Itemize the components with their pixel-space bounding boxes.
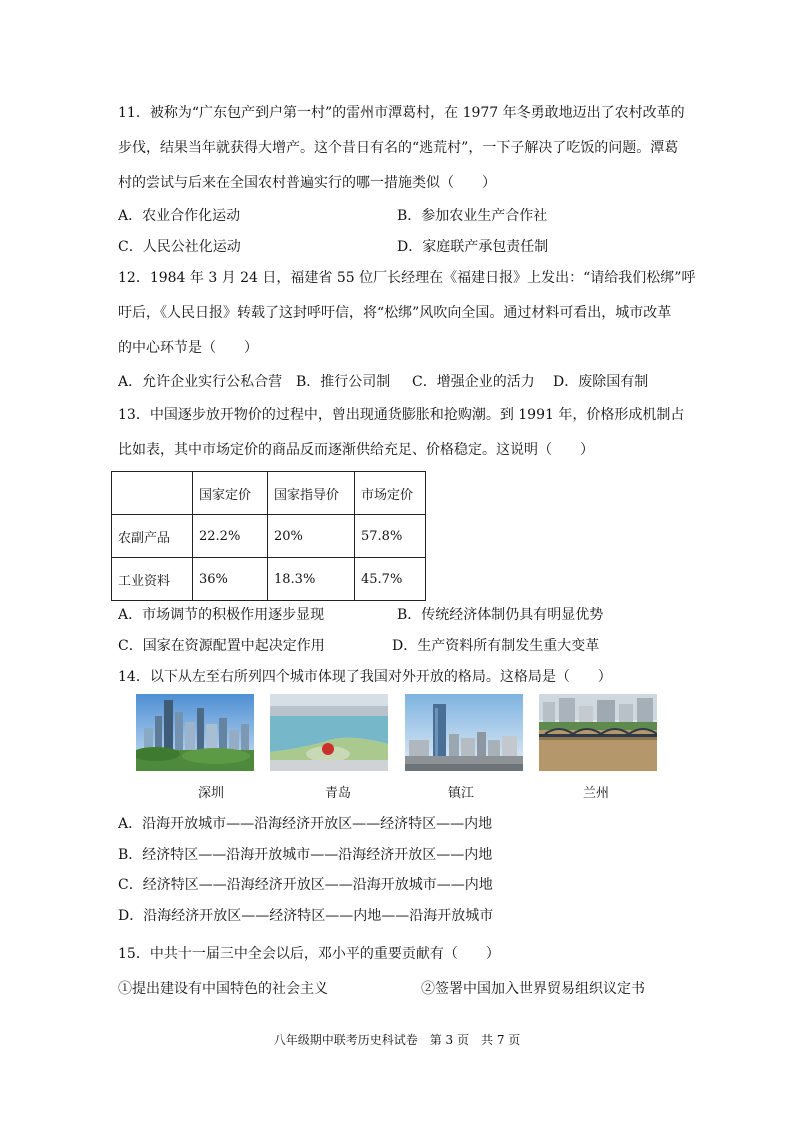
q12-option-b: B．推行公司制 bbox=[296, 374, 391, 390]
table-header-cell bbox=[112, 472, 193, 515]
q14-option-c: C．经济特区——沿海经济开放区——沿海开放城市——内地 bbox=[118, 877, 493, 893]
city-caption: 深圳 bbox=[197, 786, 224, 801]
q12-stem-line2: 吁后，《人民日报》转载了这封呼吁信，将“松绑”风吹向全国。通过材料可看出，城市改革 bbox=[118, 305, 672, 321]
q11-stem-line2: 步伐，结果当年就获得大增产。这个昔日有名的“逃荒村”，一下子解决了吃饭的问题。潭葛 bbox=[118, 140, 679, 156]
table-cell: 20% bbox=[268, 515, 355, 558]
q13-option-c: C．国家在资源配置中起决定作用 bbox=[118, 638, 325, 654]
q14-option-d: D．沿海经济开放区——经济特区——内地——沿海开放城市 bbox=[118, 908, 494, 924]
lanzhou-photo bbox=[539, 694, 657, 771]
page-footer: 八年级期中联考历史科试卷 第 3 页 共 7 页 bbox=[273, 1033, 521, 1047]
q11-stem-line3: 村的尝试与后来在全国农村普遍实行的哪一措施类似（ ） bbox=[118, 175, 496, 191]
q13-stem-line1: 13．中国逐步放开物价的过程中，曾出现通货膨胀和抢购潮。到 1991 年，价格形成机制占 bbox=[118, 407, 685, 423]
q12-stem-line3: 的中心环节是（ ） bbox=[118, 340, 258, 356]
q12-option-d: D．废除国有制 bbox=[553, 374, 649, 390]
q11-option-b: B．参加农业生产合作社 bbox=[397, 208, 548, 224]
table-row bbox=[112, 558, 426, 601]
table-cell: 22.2% bbox=[193, 515, 268, 558]
table-header-cell: 市场定价 bbox=[355, 472, 426, 515]
table-header-cell: 国家定价 bbox=[193, 472, 268, 515]
city-caption: 青岛 bbox=[324, 786, 351, 801]
qingdao-photo bbox=[270, 694, 388, 771]
table-cell: 57.8% bbox=[355, 515, 426, 558]
table-cell: 18.3% bbox=[268, 558, 355, 601]
table-header-cell: 国家指导价 bbox=[268, 472, 355, 515]
q13-option-a: A．市场调节的积极作用逐步显现 bbox=[118, 607, 325, 623]
q12-option-c: C．增强企业的活力 bbox=[412, 374, 535, 390]
q13-option-d: D．生产资料所有制发生重大变革 bbox=[392, 638, 600, 654]
q13-option-b: B．传统经济体制仍具有明显优势 bbox=[397, 607, 604, 623]
city-caption: 兰州 bbox=[582, 786, 609, 801]
q15-item-2: ②签署中国加入世界贸易组织议定书 bbox=[421, 981, 645, 997]
q14-option-a: A．沿海开放城市——沿海经济开放区——经济特区——内地 bbox=[118, 816, 493, 832]
table-cell: 36% bbox=[193, 558, 268, 601]
q13-stem-line2: 比如表，其中市场定价的商品反而逐渐供给充足、价格稳定。这说明（ ） bbox=[118, 442, 594, 458]
price-mechanism-table bbox=[111, 471, 426, 601]
city-caption: 镇江 bbox=[447, 786, 474, 801]
q11-stem-line1: 11．被称为“广东包产到户第一村”的雷州市潭葛村，在 1977 年冬勇敢地迈出了农村改革的 bbox=[118, 105, 685, 121]
q14-stem-line1: 14．以下从左至右所列四个城市体现了我国对外开放的格局。这格局是（ ） bbox=[118, 669, 612, 685]
q14-option-b: B．经济特区——沿海开放城市——沿海经济开放区——内地 bbox=[118, 847, 493, 863]
q11-option-c: C．人民公社化运动 bbox=[118, 239, 241, 255]
q12-option-a: A．允许企业实行公私合营 bbox=[118, 374, 283, 390]
table-cell: 工业资料 bbox=[112, 558, 193, 601]
q15-item-1: ①提出建设有中国特色的社会主义 bbox=[118, 981, 328, 997]
q12-stem-line1: 12．1984 年 3 月 24 日，福建省 55 位厂长经理在《福建日报》上发出：“请给我们松绑”呼 bbox=[118, 270, 696, 286]
q11-option-a: A．农业合作化运动 bbox=[118, 208, 241, 224]
q11-option-d: D．家庭联产承包责任制 bbox=[397, 239, 549, 255]
shenzhen-photo bbox=[136, 694, 254, 771]
table-cell: 45.7% bbox=[355, 558, 426, 601]
table-cell: 农副产品 bbox=[112, 515, 193, 558]
q15-stem-line1: 15．中共十一届三中全会以后，邓小平的重要贡献有（ ） bbox=[118, 946, 500, 962]
zhenjiang-photo bbox=[405, 694, 523, 771]
table-row bbox=[112, 515, 426, 558]
table-header-row bbox=[112, 472, 426, 515]
